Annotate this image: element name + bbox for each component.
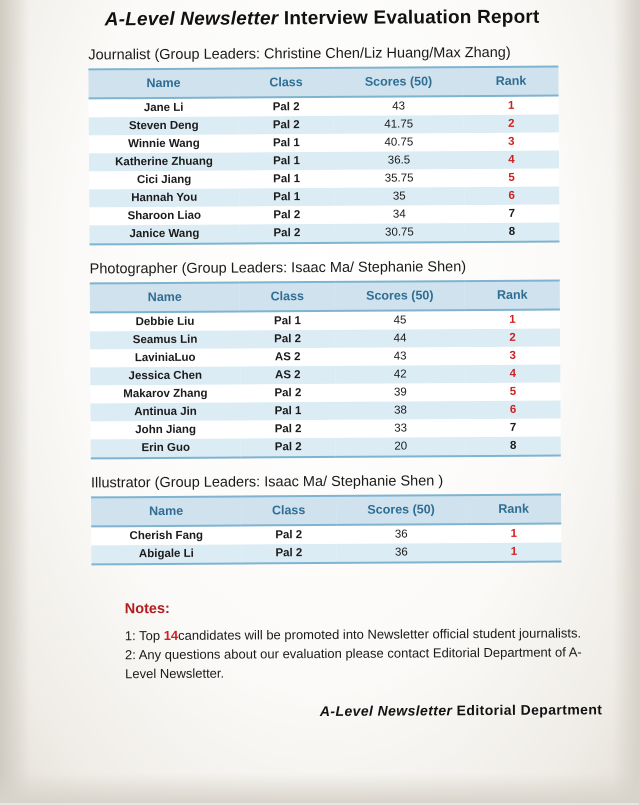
sections-container bbox=[26, 44, 621, 566]
cell-class: Pal 1 bbox=[239, 170, 334, 189]
cell-score: 30.75 bbox=[334, 223, 464, 243]
cell-score: 38 bbox=[335, 401, 465, 420]
table-header-row bbox=[90, 281, 560, 313]
cell-rank: 5 bbox=[465, 383, 560, 402]
column-header-rank: Rank bbox=[466, 495, 561, 525]
cell-score: 33 bbox=[336, 419, 466, 438]
cell-name: Seamus Lin bbox=[90, 331, 240, 350]
cell-rank: 4 bbox=[464, 151, 559, 170]
cell-class: Pal 2 bbox=[239, 116, 334, 135]
cell-name: Debbie Liu bbox=[90, 312, 240, 332]
section-heading: Photographer (Group Leaders: Isaac Ma/ Stephanie Shen) bbox=[89, 259, 467, 278]
cell-score: 45 bbox=[335, 310, 465, 330]
cell-class: Pal 2 bbox=[240, 330, 335, 349]
cell-rank: 5 bbox=[464, 169, 559, 188]
cell-rank: 7 bbox=[464, 205, 559, 224]
cell-class: Pal 1 bbox=[239, 152, 334, 171]
notes-block bbox=[30, 598, 622, 684]
note-line-2: 2: Any questions about our evaluation please contact Editorial Department of A-Level Newsletter. bbox=[124, 644, 582, 681]
cell-rank: 8 bbox=[464, 223, 559, 243]
cell-score: 44 bbox=[335, 329, 465, 348]
column-header-name: Name bbox=[88, 69, 238, 99]
cell-score: 35.75 bbox=[334, 169, 464, 188]
cell-name: Sharoon Liao bbox=[89, 207, 239, 226]
page-title-italic: A-Level Newsletter bbox=[104, 8, 279, 31]
notes-title: Notes: bbox=[124, 600, 170, 618]
cell-class: AS 2 bbox=[240, 366, 335, 385]
cell-name: Antinua Jin bbox=[90, 403, 240, 422]
page-edge-left bbox=[0, 0, 30, 803]
signature-rest: Editorial Department bbox=[452, 700, 603, 718]
cell-name: Cici Jiang bbox=[89, 171, 239, 190]
note-1-suffix: candidates will be promoted into Newsletter official student journalists. bbox=[178, 625, 582, 643]
report-section bbox=[29, 472, 622, 566]
cell-rank: 7 bbox=[466, 419, 561, 438]
column-header-class: Class bbox=[241, 496, 336, 526]
cell-score: 43 bbox=[334, 96, 464, 116]
cell-score: 36 bbox=[336, 524, 466, 544]
report-section bbox=[28, 258, 621, 460]
cell-class: Pal 1 bbox=[239, 188, 334, 207]
table-header-row bbox=[91, 495, 561, 527]
cell-rank: 6 bbox=[464, 187, 559, 206]
cell-score: 20 bbox=[336, 437, 466, 457]
column-header-score: Scores (50) bbox=[335, 281, 465, 311]
cell-score: 42 bbox=[335, 365, 465, 384]
report-section bbox=[26, 44, 619, 246]
cell-class: Pal 2 bbox=[239, 206, 334, 225]
note-1-prefix: 1: Top bbox=[124, 627, 164, 644]
cell-class: Pal 2 bbox=[239, 97, 334, 117]
cell-rank: 1 bbox=[464, 96, 559, 116]
cell-class: Pal 2 bbox=[241, 438, 336, 458]
cell-class: Pal 2 bbox=[239, 224, 334, 244]
column-header-score: Scores (50) bbox=[333, 67, 463, 97]
cell-class: Pal 1 bbox=[239, 134, 334, 153]
ranking-table bbox=[90, 280, 561, 460]
table-row bbox=[91, 437, 561, 459]
column-header-class: Class bbox=[238, 68, 333, 98]
cell-rank: 8 bbox=[466, 437, 561, 457]
cell-name: Hannah You bbox=[89, 189, 239, 208]
column-header-rank: Rank bbox=[465, 281, 560, 311]
note-1-highlight: 14 bbox=[163, 627, 179, 643]
column-header-name: Name bbox=[90, 283, 240, 313]
cell-name: Cherish Fang bbox=[91, 526, 241, 546]
cell-name: Steven Deng bbox=[89, 117, 239, 136]
cell-score: 43 bbox=[335, 347, 465, 366]
cell-class: Pal 2 bbox=[241, 525, 336, 545]
ranking-table bbox=[91, 494, 561, 566]
cell-name: Katherine Zhuang bbox=[89, 153, 239, 172]
cell-score: 41.75 bbox=[334, 115, 464, 134]
cell-rank: 2 bbox=[465, 329, 560, 348]
table-row bbox=[89, 223, 559, 245]
cell-rank: 3 bbox=[464, 133, 559, 152]
cell-name: LaviniaLuo bbox=[90, 349, 240, 368]
cell-score: 35 bbox=[334, 187, 464, 206]
cell-rank: 1 bbox=[465, 310, 560, 330]
cell-class: Pal 1 bbox=[240, 311, 335, 331]
cell-score: 40.75 bbox=[334, 133, 464, 152]
cell-name: Jane Li bbox=[89, 98, 239, 118]
cell-class: AS 2 bbox=[240, 348, 335, 367]
column-header-class: Class bbox=[240, 282, 335, 312]
cell-score: 36.5 bbox=[334, 151, 464, 170]
section-heading: Illustrator (Group Leaders: Isaac Ma/ Stephanie Shen ) bbox=[90, 473, 444, 492]
cell-rank: 1 bbox=[466, 543, 561, 563]
column-header-score: Scores (50) bbox=[336, 495, 466, 525]
cell-rank: 1 bbox=[466, 524, 561, 544]
cell-class: Pal 2 bbox=[241, 544, 336, 564]
cell-name: Winnie Wang bbox=[89, 135, 239, 154]
column-header-rank: Rank bbox=[463, 67, 558, 97]
cell-class: Pal 1 bbox=[240, 402, 335, 421]
signature bbox=[30, 701, 622, 721]
table-row bbox=[91, 543, 561, 565]
cell-score: 34 bbox=[334, 205, 464, 224]
cell-score: 39 bbox=[335, 383, 465, 402]
cell-name: Jessica Chen bbox=[90, 367, 240, 386]
cell-rank: 2 bbox=[464, 115, 559, 134]
cell-class: Pal 2 bbox=[241, 420, 336, 439]
section-heading: Journalist (Group Leaders: Christine Chen/Liz Huang/Max Zhang) bbox=[88, 44, 511, 64]
cell-name: John Jiang bbox=[91, 421, 241, 440]
page-title bbox=[26, 6, 618, 32]
cell-class: Pal 2 bbox=[240, 384, 335, 403]
cell-name: Erin Guo bbox=[91, 439, 241, 459]
cell-name: Abigale Li bbox=[91, 545, 241, 565]
table-header-row bbox=[88, 67, 558, 99]
cell-name: Makarov Zhang bbox=[90, 385, 240, 404]
paper-sheet bbox=[26, 0, 623, 805]
cell-rank: 3 bbox=[465, 347, 560, 366]
note-line-1 bbox=[125, 624, 582, 646]
cell-score: 36 bbox=[336, 543, 466, 563]
ranking-table bbox=[88, 66, 559, 246]
cell-rank: 6 bbox=[465, 401, 560, 420]
signature-italic: A-Level Newsletter bbox=[319, 701, 453, 719]
cell-name: Janice Wang bbox=[89, 225, 239, 245]
column-header-name: Name bbox=[91, 497, 241, 527]
cell-rank: 4 bbox=[465, 365, 560, 384]
page-title-rest: Interview Evaluation Report bbox=[278, 6, 540, 30]
